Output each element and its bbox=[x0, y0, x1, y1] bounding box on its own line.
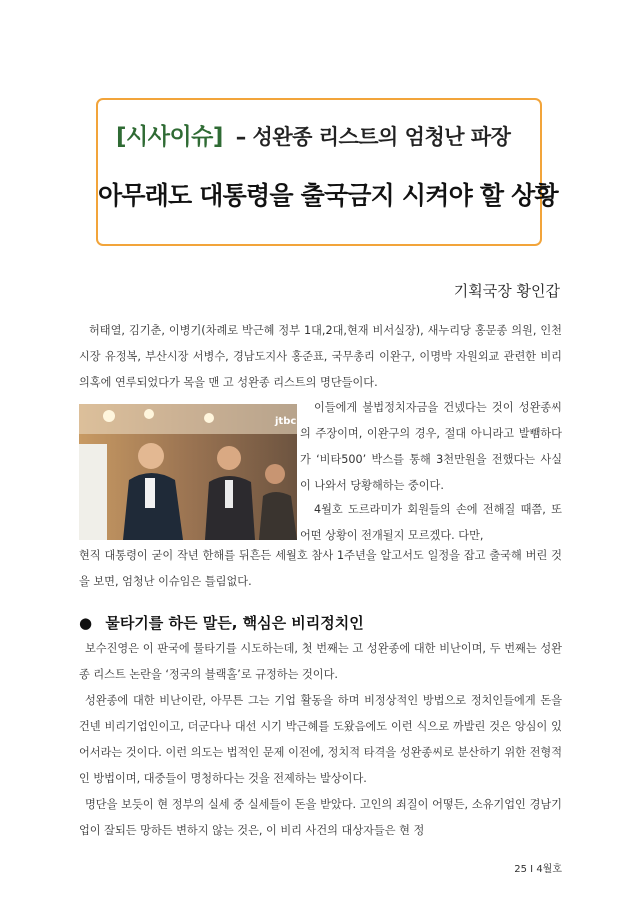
paragraph-2: 이들에게 불법정치자금을 건넸다는 것이 성완종씨의 주장이며, 이완구의 경우, 절대 아니라고 발뺌하다가 ‘비타500’ 박스를 통해 3천만원을 전했다는 사실이 나와서 당황해하는 중이다. bbox=[300, 401, 562, 492]
news-photo-image bbox=[79, 404, 297, 540]
kicker-subtitle: – 성완종 리스트의 엄청난 파장 bbox=[235, 125, 511, 149]
paragraph-4: 보수진영은 이 판국에 물타기를 시도하는데, 첫 번째는 고 성완종에 대한 비난이며, 두 번째는 성완종 리스트 논란을 ‘정국의 블랙홀’로 규정하는 것이다. bbox=[79, 642, 562, 681]
headline: 아무래도 대통령을 출국금지 시켜야 할 상황 bbox=[98, 181, 558, 210]
byline: 기획국장 황인갑 bbox=[453, 282, 560, 300]
paragraph-6: 명단을 보듯이 현 정부의 실세 중 실세들이 돈을 받았다. 고인의 죄질이 어떻든, 소유기업인 경남기업이 잘되든 망하든 변하지 않는 것은, 이 비리 사건의 대상자들은 현 정 bbox=[79, 798, 562, 837]
paragraph-5: 성완종에 대한 비난이란, 아무튼 그는 기업 활동을 하며 비정상적인 방법으로 정치인들에게 돈을 건넨 비리기업인이고, 더군다나 대선 시기 박근혜를 도왔음에도 이런 식으로 까발린 것은 앙심이 있어서라는 것이다. 이런 의도는 법적인 문제 이전에, 정치적 타격을 성완종씨로 분산하기 위한 전형적인 방법이며, 대중들이 명청하다는 것을 전제하는 발상이다. bbox=[79, 694, 562, 785]
section-heading bbox=[79, 612, 364, 633]
news-photo bbox=[79, 404, 297, 540]
paragraph-1: 허태열, 김기춘, 이병기(차례로 박근혜 정부 1대,2대,현재 비서실장), 새누리당 홍문종 의원, 인천시장 유정복, 부산시장 서병수, 경남도지사 홍준표, 국무총리 이완구, 이명박 자원외교 관련한 비리 의혹에 연루되었다가 목을 맨 고 성완종 리스트의 명단들이다. bbox=[79, 324, 562, 389]
bullet-icon: ● bbox=[79, 614, 93, 632]
section-heading-text: 물타기를 하든 말든, 핵심은 비리정치인 bbox=[105, 614, 364, 632]
page-footer: 25 I 4월호 bbox=[514, 864, 562, 875]
issue-tag: [시사이슈] bbox=[116, 124, 223, 150]
paragraph-3a: 4월호 도르라미가 회원들의 손에 전해질 때쯤, 또 어떤 상황이 전개될지 모르겠다. 다만, bbox=[300, 503, 562, 542]
photo-watermark: jtbc bbox=[275, 416, 297, 427]
paragraph-3b: 현직 대통령이 굳이 작년 한해를 뒤흔든 세월호 참사 1주년을 알고서도 일정을 잡고 출국해 버린 것을 보면, 엄청난 이슈임은 틀림없다. bbox=[79, 549, 562, 588]
title-box bbox=[96, 98, 558, 246]
kicker bbox=[116, 118, 510, 151]
